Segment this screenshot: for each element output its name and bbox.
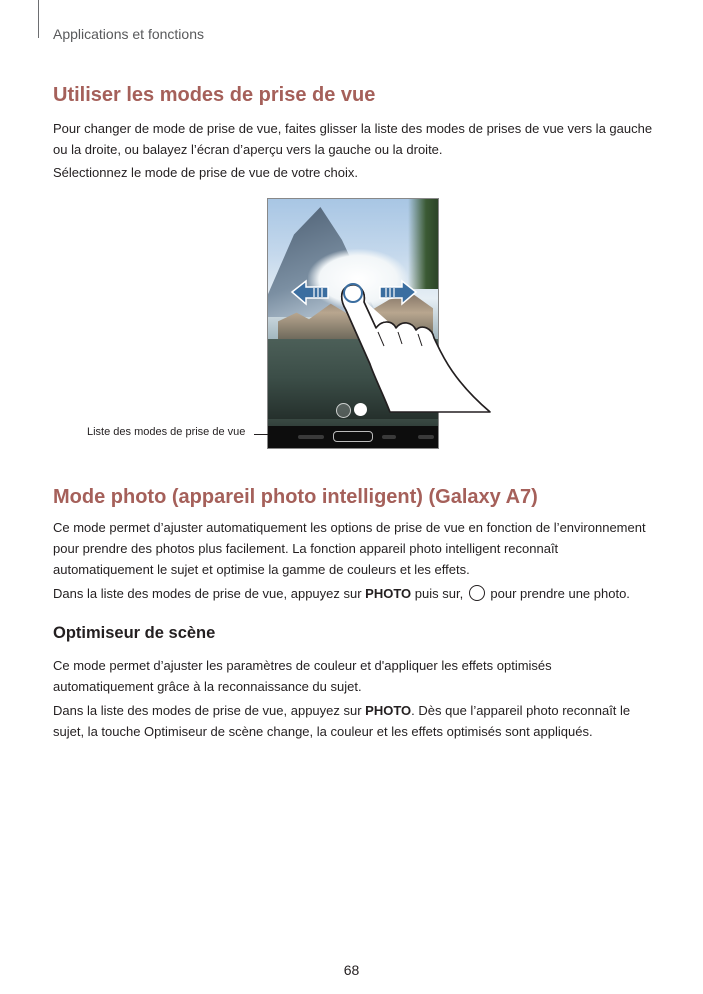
shooting-mode-list bbox=[268, 426, 438, 448]
text-run: puis sur, bbox=[411, 586, 467, 601]
paragraph-photo-mode-description: Ce mode permet d’ajuster automatiquement les options de prise de vue en fonction de l’environnement pour prendre des photos plus facilement. La fonction appareil photo intelligent reconnaît automatiquement le sujet et optimise la gamme de couleurs et les effets. bbox=[53, 520, 646, 577]
mode-item bbox=[298, 435, 324, 439]
paragraph-scene-optimizer-description: Ce mode permet d’ajuster les paramètres de couleur et d'appliquer les effets optimisés automatiquement grâce à la reconnaissance du sujet. bbox=[53, 658, 552, 694]
callout-leader-line bbox=[254, 434, 268, 435]
margin-rule bbox=[38, 0, 39, 38]
trees-image bbox=[408, 199, 438, 289]
text-run: . Dès que l’appareil photo reconnaît le sujet, la touche Optimiseur de scène change, la couleur et les effets optimisés sont appliqués. bbox=[53, 703, 631, 739]
section-title-photo-mode: Mode photo (appareil photo intelligent) (Galaxy A7) bbox=[53, 486, 538, 508]
shutter-circle-icon bbox=[469, 585, 485, 601]
mode-item bbox=[418, 435, 434, 439]
text-run: pour prendre une photo. bbox=[486, 586, 630, 601]
text-run: Dans la liste des modes de prise de vue, appuyez sur bbox=[53, 703, 366, 718]
figure-callout: Liste des modes de prise de vue bbox=[87, 426, 246, 438]
subsection-title-scene-optimizer: Optimiseur de scène bbox=[53, 624, 216, 642]
running-head: Applications et fonctions bbox=[53, 26, 204, 42]
section-title-shooting-modes: Utiliser les modes de prise de vue bbox=[53, 84, 376, 106]
photo-keyword: PHOTO bbox=[365, 586, 412, 601]
page-number: 68 bbox=[343, 962, 360, 978]
photo-keyword: PHOTO bbox=[365, 703, 412, 718]
mode-item bbox=[382, 435, 396, 439]
text-run: Dans la liste des modes de prise de vue, appuyez sur bbox=[53, 586, 366, 601]
paragraph-change-mode: Pour changer de mode de prise de vue, faites glisser la liste des modes de prises de vue vers la gauche ou la droite, ou balayez l’écran d’aperçu vers la gauche ou la droite. bbox=[53, 121, 653, 157]
paragraph-photo-mode-instructions bbox=[53, 583, 653, 604]
hand-gesture-icon bbox=[330, 280, 500, 420]
paragraph-scene-optimizer-instructions bbox=[53, 700, 653, 742]
paragraph-select-mode: Sélectionnez le mode de prise de vue de votre choix. bbox=[53, 165, 358, 180]
mode-item-selected bbox=[333, 431, 373, 442]
